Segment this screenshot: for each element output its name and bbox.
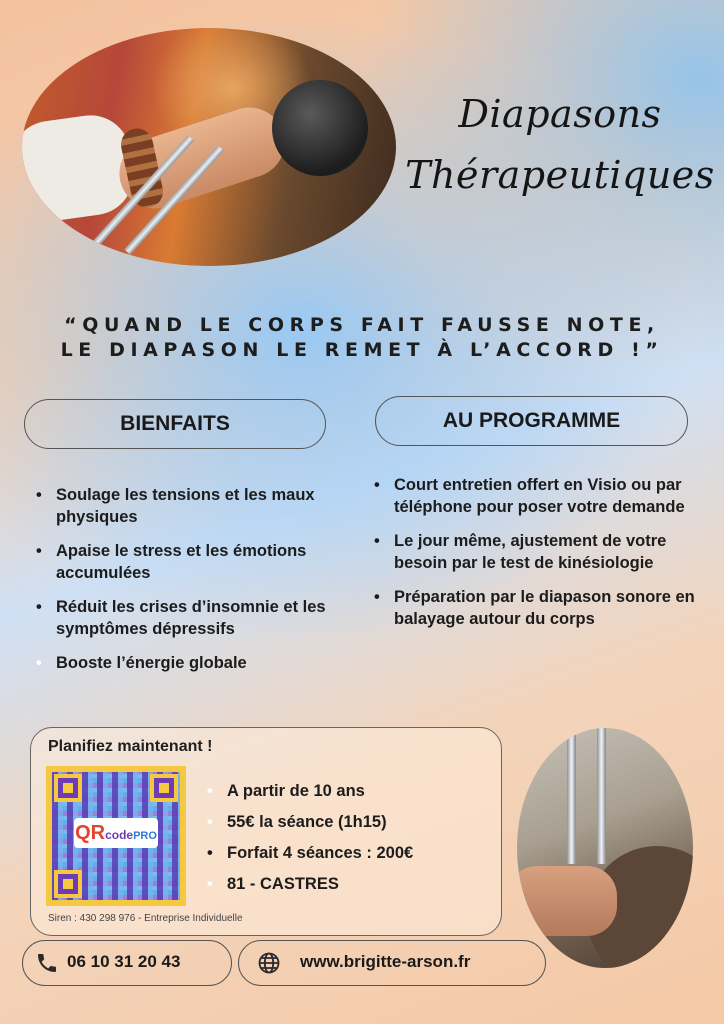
list-item: • 55€ la séance (1h15) [207,813,387,831]
list-item: • Le jour même, ajustement de votre besoin par le test de kinésiologie [374,532,667,572]
booking-title: Planifiez maintenant ! [48,738,213,755]
website-link[interactable] [238,940,546,986]
benefits-list [34,484,334,686]
list-item: • Préparation par le diapason sonore en balayage autour du corps [374,588,695,628]
qr-code[interactable] [46,766,186,906]
phone-number: 06 10 31 20 43 [67,952,181,971]
website-url: www.brigitte-arson.fr [300,952,471,971]
list-item: • Forfait 4 séances : 200€ [207,844,414,862]
benefits-heading: BIENFAITS [24,399,326,449]
treatment-photo [517,728,693,968]
globe-icon [257,951,281,975]
list-item: • Booste l’énergie globale [36,654,247,672]
program-heading: AU PROGRAMME [375,396,688,446]
list-item: • Soulage les tensions et les maux physiques [36,486,315,526]
list-item: • Apaise le stress et les émotions accumulées [36,542,307,582]
program-list [372,474,702,642]
list-item: • 81 - CASTRES [207,875,339,893]
list-item: • Court entretien offert en Visio ou par téléphone pour poser votre demande [374,476,685,516]
quote-line-2: LE DIAPASON LE REMET À L’ACCORD !” [60,339,664,361]
list-item: • A partir de 10 ans [207,782,365,800]
list-item: • Réduit les crises d’insomnie et les symptômes dépressifs [36,598,326,638]
title-line-1: Diapasons [458,92,662,136]
qr-code-logo: QRcodePRO [74,818,158,848]
booking-details [205,780,495,904]
phone-icon [35,951,59,975]
phone-button[interactable] [22,940,232,986]
tuning-fork-photo [22,28,396,266]
quote-line-1: “QUAND LE CORPS FAIT FAUSSE NOTE, [64,314,660,336]
siren-text: Siren : 430 298 976 - Entreprise Individuelle [48,913,243,924]
title-line-2: Thérapeutiques [405,153,715,197]
